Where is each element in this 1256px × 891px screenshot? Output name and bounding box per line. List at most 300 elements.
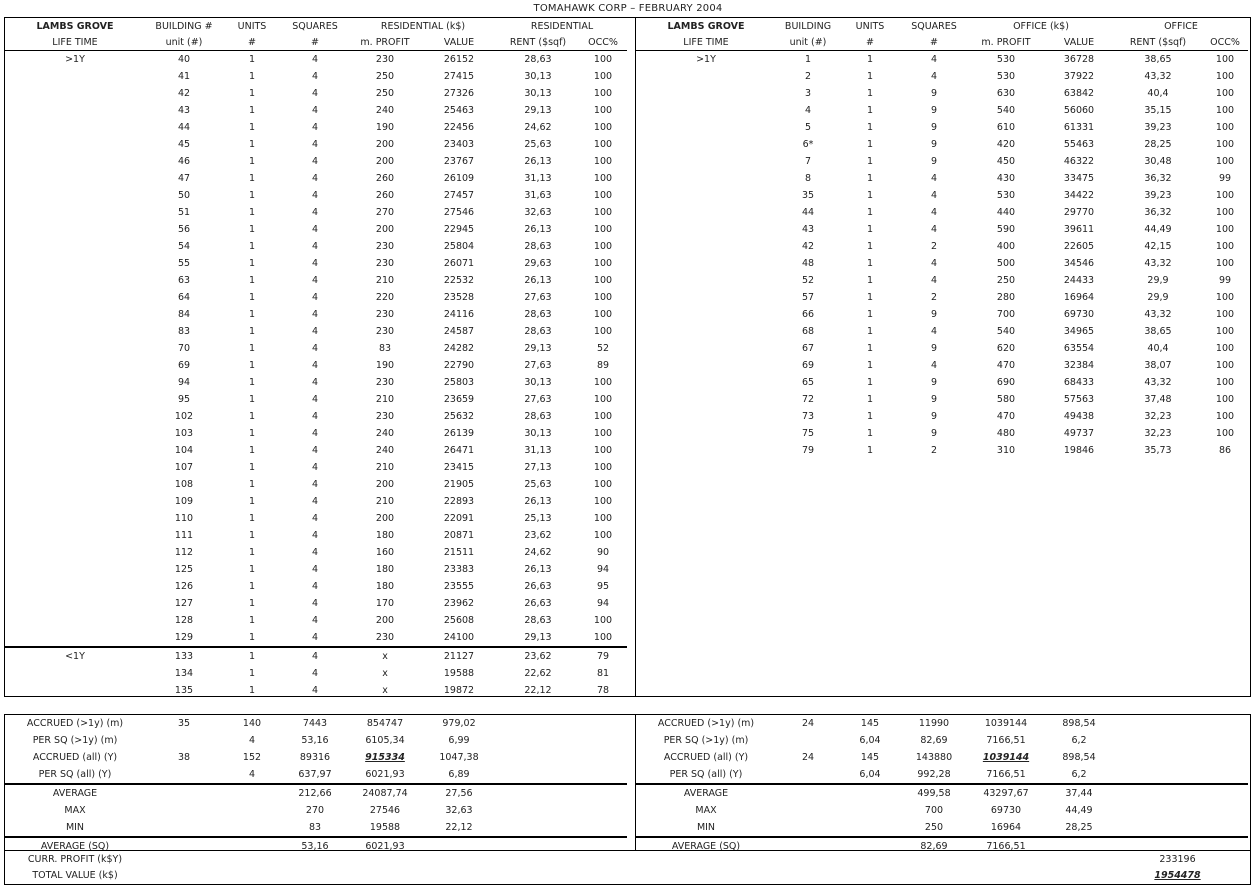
cell-rent: 29,13 (524, 632, 552, 643)
cell-rent: 44,49 (1144, 224, 1172, 235)
cell-units: 1 (248, 343, 256, 354)
cell-occ: 100 (593, 139, 613, 150)
summary-empty (497, 715, 579, 732)
summary-value: 7166,51 (986, 769, 1026, 780)
header-lifetime-sub: LIFE TIME (636, 34, 776, 51)
cell-unit: 45 (177, 139, 191, 150)
cell-unit: 94 (177, 377, 191, 388)
residential-summary-table (5, 715, 627, 855)
table-row (5, 323, 627, 340)
table-row (5, 85, 627, 102)
cell-value: 37922 (1063, 71, 1095, 82)
cell-units: 1 (866, 258, 874, 269)
cell-profit: 280 (996, 292, 1016, 303)
cell-squares: 4 (311, 564, 319, 575)
header-units: UNITS (237, 20, 267, 32)
cell-rent: 30,13 (524, 88, 552, 99)
cell-profit: 200 (375, 615, 395, 626)
header-rent: RENT ($sqf) (1114, 34, 1202, 51)
cell-units: 1 (248, 88, 256, 99)
cell-value: 63554 (1063, 343, 1095, 354)
cell-occ: 100 (593, 275, 613, 286)
cell-profit: 630 (996, 88, 1016, 99)
cell-unit: 46 (177, 156, 191, 167)
cell-occ: 79 (579, 647, 627, 665)
cell-occ: 99 (1218, 173, 1232, 184)
summary-squares (223, 819, 281, 837)
cell-rent: 29,9 (1147, 292, 1169, 303)
cell-occ: 100 (593, 190, 613, 201)
cell-rent: 35,15 (1144, 105, 1172, 116)
cell-unit: 57 (801, 292, 815, 303)
cell-rent: 24,62 (524, 547, 552, 558)
cell-occ: 100 (593, 496, 613, 507)
cell-rent: 27,63 (524, 360, 552, 371)
cell-rent: 22,12 (524, 685, 552, 696)
summary-value: 27546 (369, 805, 401, 816)
summary-empty (579, 732, 627, 749)
header-rent: RENT ($sqf) (497, 34, 579, 51)
cell-squares: 9 (930, 105, 938, 116)
header-rent-group: RESIDENTIAL (530, 20, 594, 32)
table-row (636, 306, 1248, 323)
cell-unit: 66 (801, 309, 815, 320)
cell-lifetime (5, 187, 145, 204)
summary-empty (1202, 766, 1248, 784)
cell-rent: 40,4 (1147, 343, 1169, 354)
cell-units: 1 (248, 394, 256, 405)
stats-empty (1114, 784, 1202, 802)
table-row (5, 561, 627, 578)
cell-value: 26139 (443, 428, 475, 439)
cell-value: 49438 (1063, 411, 1095, 422)
cell-rent: 26,13 (524, 496, 552, 507)
summary-profit: 83 (308, 822, 322, 833)
cell-profit: 700 (996, 309, 1016, 320)
cell-profit: x (382, 685, 388, 696)
summary-units (776, 784, 840, 802)
summary-profit: 82,69 (920, 735, 948, 746)
cell-lifetime (5, 442, 145, 459)
summary-row (5, 749, 627, 766)
residential-panel (4, 17, 636, 697)
cell-rent: 26,13 (524, 224, 552, 235)
cell-squares: 4 (311, 411, 319, 422)
cell-squares: 2 (930, 292, 938, 303)
cell-squares: 9 (930, 88, 938, 99)
summary-value: 24087,74 (349, 784, 421, 802)
cell-units: 1 (866, 224, 874, 235)
cell-units: 1 (866, 190, 874, 201)
cell-units: 1 (248, 479, 256, 490)
summary-label: AVERAGE (SQ) (636, 837, 776, 855)
cell-lifetime (636, 357, 776, 374)
cell-squares: 4 (311, 462, 319, 473)
cell-value: 68433 (1063, 377, 1095, 388)
cell-occ: 100 (593, 241, 613, 252)
summary-profit: 700 (924, 805, 944, 816)
cell-lifetime (5, 85, 145, 102)
cell-unit: 135 (174, 685, 194, 696)
cell-rent: 28,63 (524, 411, 552, 422)
cell-value: 22605 (1063, 241, 1095, 252)
cell-squares: 4 (930, 326, 938, 337)
cell-units: 1 (248, 496, 256, 507)
summary-units (145, 784, 223, 802)
cell-value: 25463 (443, 105, 475, 116)
cell-occ: 100 (593, 462, 613, 473)
cell-rent: 39,23 (1144, 122, 1172, 133)
cell-unit: 79 (801, 445, 815, 456)
stats-empty (579, 819, 627, 837)
cell-units: 1 (248, 411, 256, 422)
summary-units: 24 (801, 718, 815, 729)
cell-profit: 690 (996, 377, 1016, 388)
cell-unit: 68 (801, 326, 815, 337)
cell-rent: 40,4 (1147, 88, 1169, 99)
table-row (636, 204, 1248, 221)
summary-squares (223, 802, 281, 819)
table-row (636, 136, 1248, 153)
cell-occ: 94 (596, 598, 610, 609)
cell-rent: 30,13 (524, 71, 552, 82)
header-occ: OCC% (1202, 34, 1248, 51)
cell-unit: 83 (177, 326, 191, 337)
cell-lifetime: >1Y (696, 54, 716, 65)
summary-profit: 53,16 (301, 735, 329, 746)
cell-squares: 4 (311, 88, 319, 99)
cell-units: 1 (866, 377, 874, 388)
cell-value: 23555 (443, 581, 475, 592)
cell-lifetime (636, 119, 776, 136)
cell-units: 1 (248, 309, 256, 320)
cell-occ: 100 (1215, 190, 1235, 201)
cell-unit: 8 (804, 173, 812, 184)
cell-profit: 260 (375, 173, 395, 184)
cell-squares: 4 (311, 377, 319, 388)
cell-unit: 4 (804, 105, 812, 116)
cell-profit: 240 (375, 428, 395, 439)
cell-value: 56060 (1063, 105, 1095, 116)
cell-profit: 610 (996, 122, 1016, 133)
cell-profit: 170 (375, 598, 395, 609)
cell-rent: 26,13 (524, 275, 552, 286)
cell-lifetime (636, 170, 776, 187)
cell-units: 1 (248, 530, 256, 541)
cell-unit: 65 (801, 377, 815, 388)
table-row (5, 357, 627, 374)
table-row (5, 340, 627, 357)
cell-units: 1 (866, 156, 874, 167)
cell-squares: 4 (311, 343, 319, 354)
table-row (636, 68, 1248, 85)
summary-profit: 11990 (918, 718, 950, 729)
table-row (636, 85, 1248, 102)
summary-squares (840, 784, 900, 802)
header-value: VALUE (1044, 34, 1114, 51)
cell-unit: 50 (177, 190, 191, 201)
cell-lifetime (5, 510, 145, 527)
curr-profit-label: CURR. PROFIT (k$Y) (27, 853, 123, 865)
cell-squares: 4 (311, 598, 319, 609)
summary-units (145, 819, 223, 837)
cell-rent: 28,63 (524, 615, 552, 626)
cell-occ: 78 (596, 685, 610, 696)
cell-profit: x (349, 647, 421, 665)
cell-lifetime (5, 136, 145, 153)
residential-table (5, 18, 627, 699)
cell-rent: 43,32 (1144, 309, 1172, 320)
cell-occ: 100 (1215, 360, 1235, 371)
cell-units: 1 (248, 258, 256, 269)
cell-lifetime (5, 306, 145, 323)
cell-unit: 102 (174, 411, 194, 422)
cell-units: 1 (248, 122, 256, 133)
summary-units: 38 (177, 752, 191, 763)
summary-profit: 82,69 (900, 837, 968, 855)
cell-squares: 4 (311, 71, 319, 82)
cell-lifetime (636, 238, 776, 255)
cell-squares: 9 (930, 309, 938, 320)
cell-occ: 100 (593, 207, 613, 218)
cell-lifetime (5, 221, 145, 238)
cell-units: 1 (248, 513, 256, 524)
cell-occ: 81 (596, 668, 610, 679)
cell-occ: 100 (593, 530, 613, 541)
cell-profit: 540 (996, 105, 1016, 116)
cell-squares: 9 (930, 428, 938, 439)
cell-lifetime (5, 102, 145, 119)
cell-unit: 48 (801, 258, 815, 269)
cell-squares: 4 (311, 394, 319, 405)
cell-profit: 230 (375, 309, 395, 320)
cell-unit: 103 (174, 428, 194, 439)
summary-value: 1039144 (982, 752, 1030, 763)
table-row (636, 119, 1248, 136)
cell-occ: 100 (593, 445, 613, 456)
cell-units: 1 (248, 615, 256, 626)
cell-units: 1 (248, 685, 256, 696)
cell-profit: 230 (375, 632, 395, 643)
cell-lifetime (636, 153, 776, 170)
summary-rent: 1047,38 (439, 752, 479, 763)
cell-lifetime: <1Y (5, 647, 145, 665)
cell-squares: 9 (930, 377, 938, 388)
cell-lifetime (636, 374, 776, 391)
cell-rent: 32,23 (1144, 411, 1172, 422)
cell-rent: 23,62 (524, 530, 552, 541)
cell-value: 21905 (443, 479, 475, 490)
cell-profit: 400 (996, 241, 1016, 252)
table-row (5, 408, 627, 425)
cell-profit: 160 (375, 547, 395, 558)
cell-units: 1 (866, 122, 874, 133)
cell-squares: 4 (930, 258, 938, 269)
cell-squares: 4 (311, 122, 319, 133)
cell-profit: 230 (375, 258, 395, 269)
cell-unit: 67 (801, 343, 815, 354)
cell-profit: 450 (996, 156, 1016, 167)
cell-squares: 4 (311, 428, 319, 439)
report-title: TOMAHAWK CORP – FEBRUARY 2004 (533, 3, 723, 14)
cell-unit: 111 (174, 530, 194, 541)
cell-value: 25608 (443, 615, 475, 626)
cell-profit: 200 (375, 224, 395, 235)
cell-occ: 52 (596, 343, 610, 354)
cell-lifetime (5, 544, 145, 561)
cell-profit: 230 (375, 241, 395, 252)
header-units: UNITS (855, 20, 885, 32)
cell-occ: 100 (593, 173, 613, 184)
cell-occ: 100 (593, 309, 613, 320)
cell-occ: 100 (593, 615, 613, 626)
cell-lifetime (5, 238, 145, 255)
summary-value: 43297,67 (968, 784, 1044, 802)
table-row (5, 306, 627, 323)
summary-units (145, 802, 223, 819)
cell-rent: 30,48 (1144, 156, 1172, 167)
cell-value: 22456 (443, 122, 475, 133)
summary-label: PER SQ (all) (Y) (38, 769, 112, 780)
cell-squares: 9 (930, 343, 938, 354)
cell-lifetime (5, 153, 145, 170)
cell-profit: 530 (996, 71, 1016, 82)
cell-value: 27326 (443, 88, 475, 99)
cell-value: 21511 (443, 547, 475, 558)
summary-units (776, 802, 840, 819)
table-row (5, 102, 627, 119)
cell-rent: 27,63 (524, 394, 552, 405)
cell-rent: 28,63 (524, 241, 552, 252)
cell-rent: 28,25 (1144, 139, 1172, 150)
cell-occ: 100 (593, 513, 613, 524)
office-summary (635, 714, 1251, 851)
cell-units: 1 (248, 598, 256, 609)
cell-rent: 38,65 (1144, 54, 1172, 65)
cell-value: 24433 (1063, 275, 1095, 286)
cell-occ: 89 (596, 360, 610, 371)
table-row (5, 221, 627, 238)
stats-empty (1202, 802, 1248, 819)
cell-value: 22091 (443, 513, 475, 524)
cell-lifetime (636, 255, 776, 272)
cell-squares: 4 (311, 258, 319, 269)
cell-units: 1 (248, 360, 256, 371)
summary-empty (1114, 749, 1202, 766)
cell-value: 55463 (1063, 139, 1095, 150)
cell-rent: 35,73 (1144, 445, 1172, 456)
stats-row (636, 802, 1248, 819)
cell-profit: 530 (996, 190, 1016, 201)
summary-label: ACCRUED (>1y) (m) (26, 718, 124, 729)
summary-label: AVERAGE (636, 784, 776, 802)
summary-units (776, 766, 840, 784)
cell-lifetime (5, 255, 145, 272)
cell-unit: 104 (174, 445, 194, 456)
cell-occ: 100 (1215, 139, 1235, 150)
cell-squares: 4 (311, 207, 319, 218)
summary-empty (497, 766, 579, 784)
table-row (5, 119, 627, 136)
table-row (5, 204, 627, 221)
table-row (5, 459, 627, 476)
cell-units: 1 (248, 173, 256, 184)
cell-value: 39611 (1063, 224, 1095, 235)
cell-rent: 26,13 (524, 564, 552, 575)
cell-occ: 100 (593, 326, 613, 337)
cell-squares: 4 (930, 207, 938, 218)
cell-occ: 100 (1215, 394, 1235, 405)
table-row (5, 629, 627, 647)
cell-value: 27415 (443, 71, 475, 82)
cell-occ: 100 (1215, 156, 1235, 167)
stats-empty (1202, 784, 1248, 802)
cell-unit: 75 (801, 428, 815, 439)
cell-units: 1 (866, 139, 874, 150)
summary-row (5, 715, 627, 732)
cell-squares: 4 (930, 173, 938, 184)
cell-squares: 4 (311, 632, 319, 643)
cell-value: 33475 (1063, 173, 1095, 184)
cell-profit: 580 (996, 394, 1016, 405)
cell-value: 23403 (443, 139, 475, 150)
table-row (636, 255, 1248, 272)
cell-lifetime (5, 459, 145, 476)
table-row (636, 289, 1248, 306)
header-lifetime: LAMBS GROVE (667, 20, 745, 32)
cell-units: 1 (248, 224, 256, 235)
summary-label: MAX (64, 805, 86, 816)
summary-profit: 250 (924, 822, 944, 833)
cell-value: 27546 (443, 207, 475, 218)
summary-empty (1114, 715, 1202, 732)
summary-squares: 145 (860, 718, 880, 729)
cell-value: 49737 (1063, 428, 1095, 439)
table-row (636, 272, 1248, 289)
cell-unit: 1 (804, 54, 812, 65)
table-row (5, 544, 627, 561)
table-row (5, 391, 627, 408)
cell-lifetime (5, 595, 145, 612)
office-summary-table (636, 715, 1248, 855)
cell-occ: 100 (593, 428, 613, 439)
cell-value: 21127 (421, 647, 497, 665)
cell-unit: 70 (177, 343, 191, 354)
cell-units: 1 (866, 343, 874, 354)
summary-squares (840, 802, 900, 819)
summary-rent: 27,56 (421, 784, 497, 802)
cell-profit: 250 (996, 275, 1016, 286)
header-money: RESIDENTIAL (k$) (380, 20, 466, 32)
summary-value: 69730 (990, 805, 1022, 816)
summary-squares: 152 (242, 752, 262, 763)
summary-profit: 212,66 (281, 784, 349, 802)
cell-occ: 100 (593, 122, 613, 133)
totals-table (5, 851, 1250, 883)
cell-squares: 4 (311, 156, 319, 167)
cell-profit: 200 (375, 479, 395, 490)
cell-lifetime (5, 323, 145, 340)
cell-value: 46322 (1063, 156, 1095, 167)
summary-rent: 6,2 (1071, 769, 1087, 780)
summary-row (636, 749, 1248, 766)
cell-value: 22893 (443, 496, 475, 507)
cell-squares: 4 (311, 530, 319, 541)
cell-value: 29770 (1063, 207, 1095, 218)
cell-rent: 24,62 (524, 122, 552, 133)
cell-unit: 7 (804, 156, 812, 167)
cell-rent: 29,63 (524, 258, 552, 269)
